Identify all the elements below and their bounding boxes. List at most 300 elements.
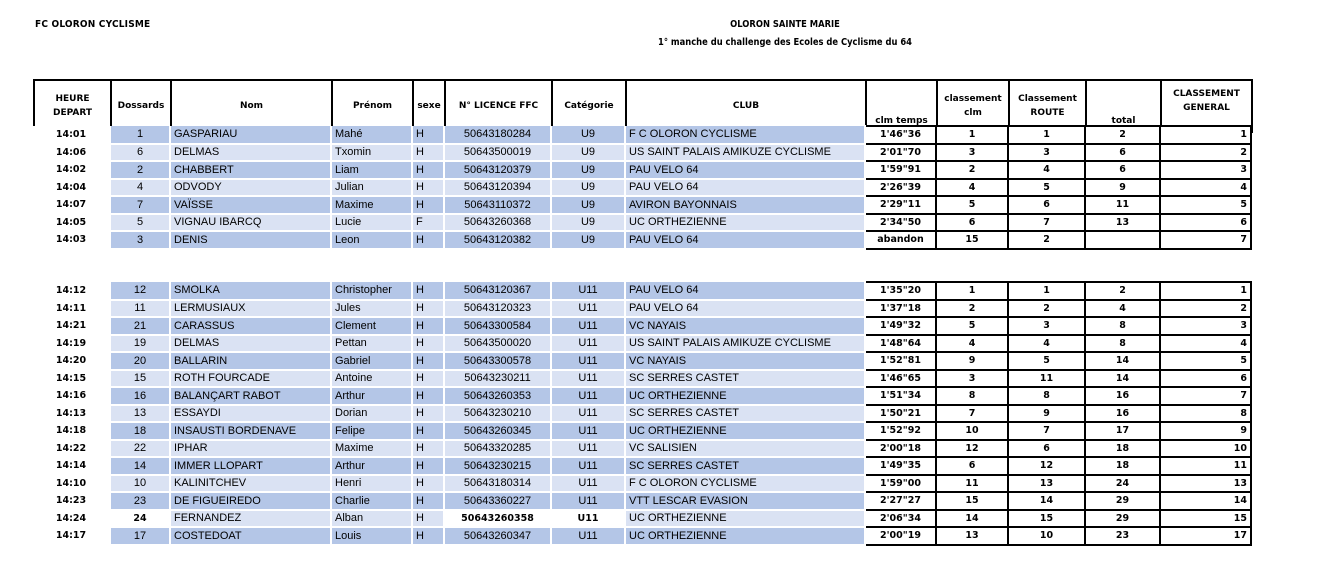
last-name: BALLARIN bbox=[170, 352, 331, 370]
general-rank: 9 bbox=[1160, 422, 1251, 440]
start-time: 14:11 bbox=[33, 300, 110, 318]
clm-time: 2'34"50 bbox=[865, 214, 936, 232]
clm-time: 2'27"27 bbox=[865, 492, 936, 510]
club-title: FC OLORON CYCLISME bbox=[35, 19, 151, 30]
club-name: PAU VELO 64 bbox=[625, 282, 865, 300]
category: U11 bbox=[551, 492, 625, 510]
general-rank: 15 bbox=[1160, 510, 1251, 528]
first-name: Julian bbox=[331, 179, 412, 197]
category: U11 bbox=[551, 440, 625, 458]
club-name: SC SERRES CASTET bbox=[625, 405, 865, 423]
clm-time: 1'46"36 bbox=[865, 126, 936, 144]
total-points: 8 bbox=[1085, 335, 1160, 353]
clm-rank: 3 bbox=[936, 144, 1008, 162]
clm-time: 1'52"92 bbox=[865, 422, 936, 440]
start-time: 14:24 bbox=[33, 510, 110, 528]
last-name: ODVODY bbox=[170, 179, 331, 197]
total-points: 23 bbox=[1085, 527, 1160, 545]
sex: H bbox=[412, 510, 444, 528]
general-rank: 7 bbox=[1160, 387, 1251, 405]
total-points: 6 bbox=[1085, 161, 1160, 179]
first-name: Leon bbox=[331, 231, 412, 249]
bib-number: 13 bbox=[110, 405, 170, 423]
total-points: 2 bbox=[1085, 126, 1160, 144]
first-name: Dorian bbox=[331, 405, 412, 423]
last-name: DENIS bbox=[170, 231, 331, 249]
result-row bbox=[33, 196, 1251, 214]
licence-number: 50643230211 bbox=[444, 370, 551, 388]
bib-number: 1 bbox=[110, 126, 170, 144]
clm-rank: 4 bbox=[936, 335, 1008, 353]
start-time: 14:10 bbox=[33, 475, 110, 493]
club-name: SC SERRES CASTET bbox=[625, 457, 865, 475]
first-name: Jules bbox=[331, 300, 412, 318]
start-time: 14:07 bbox=[33, 196, 110, 214]
result-row bbox=[33, 387, 1251, 405]
club-name: US SAINT PALAIS AMIKUZE CYCLISME bbox=[625, 335, 865, 353]
club-name: PAU VELO 64 bbox=[625, 300, 865, 318]
general-rank: 5 bbox=[1160, 352, 1251, 370]
general-rank: 14 bbox=[1160, 492, 1251, 510]
clm-rank: 1 bbox=[936, 282, 1008, 300]
result-row bbox=[33, 161, 1251, 179]
start-time: 14:14 bbox=[33, 457, 110, 475]
start-time: 14:06 bbox=[33, 144, 110, 162]
sex: F bbox=[412, 214, 444, 232]
club-name: PAU VELO 64 bbox=[625, 161, 865, 179]
first-name: Henri bbox=[331, 475, 412, 493]
clm-time: 1'37"18 bbox=[865, 300, 936, 318]
col-prenom: Prénom bbox=[332, 80, 413, 132]
bib-number: 20 bbox=[110, 352, 170, 370]
club-name: F C OLORON CYCLISME bbox=[625, 126, 865, 144]
sex: H bbox=[412, 527, 444, 545]
licence-number: 50643230210 bbox=[444, 405, 551, 423]
clm-rank: 2 bbox=[936, 161, 1008, 179]
bib-number: 16 bbox=[110, 387, 170, 405]
licence-number: 50643230215 bbox=[444, 457, 551, 475]
sex: H bbox=[412, 161, 444, 179]
route-rank: 13 bbox=[1008, 475, 1085, 493]
start-time: 14:23 bbox=[33, 492, 110, 510]
general-rank: 3 bbox=[1160, 317, 1251, 335]
start-time: 14:18 bbox=[33, 422, 110, 440]
first-name: Lucie bbox=[331, 214, 412, 232]
licence-number: 50643120323 bbox=[444, 300, 551, 318]
start-time: 14:13 bbox=[33, 405, 110, 423]
route-rank: 14 bbox=[1008, 492, 1085, 510]
route-rank: 11 bbox=[1008, 370, 1085, 388]
last-name: VIGNAU IBARCQ bbox=[170, 214, 331, 232]
sex: H bbox=[412, 370, 444, 388]
licence-number: 50643110372 bbox=[444, 196, 551, 214]
clm-rank: 13 bbox=[936, 527, 1008, 545]
clm-rank: 4 bbox=[936, 179, 1008, 197]
category: U11 bbox=[551, 387, 625, 405]
route-rank: 4 bbox=[1008, 335, 1085, 353]
first-name: Felipe bbox=[331, 422, 412, 440]
bib-number: 2 bbox=[110, 161, 170, 179]
result-row bbox=[33, 510, 1251, 528]
start-time: 14:21 bbox=[33, 317, 110, 335]
clm-rank: 5 bbox=[936, 317, 1008, 335]
col-dossards: Dossards bbox=[111, 80, 171, 132]
route-rank: 15 bbox=[1008, 510, 1085, 528]
clm-rank: 15 bbox=[936, 492, 1008, 510]
licence-number: 50643300584 bbox=[444, 317, 551, 335]
clm-time: 1'51"34 bbox=[865, 387, 936, 405]
category: U9 bbox=[551, 126, 625, 144]
bib-number: 5 bbox=[110, 214, 170, 232]
category: U9 bbox=[551, 179, 625, 197]
total-points: 18 bbox=[1085, 457, 1160, 475]
category: U11 bbox=[551, 510, 625, 528]
general-rank: 7 bbox=[1160, 231, 1251, 249]
first-name: Mahé bbox=[331, 126, 412, 144]
route-rank: 3 bbox=[1008, 144, 1085, 162]
clm-rank: 7 bbox=[936, 405, 1008, 423]
result-row bbox=[33, 475, 1251, 493]
last-name: BALANÇART RABOT bbox=[170, 387, 331, 405]
bib-number: 17 bbox=[110, 527, 170, 545]
col-categorie: Catégorie bbox=[552, 80, 626, 132]
last-name: VAÏSSE bbox=[170, 196, 331, 214]
route-rank: 1 bbox=[1008, 126, 1085, 144]
total-points: 29 bbox=[1085, 492, 1160, 510]
result-row bbox=[33, 317, 1251, 335]
club-name: SC SERRES CASTET bbox=[625, 370, 865, 388]
general-rank: 8 bbox=[1160, 405, 1251, 423]
result-row bbox=[33, 370, 1251, 388]
clm-time: 1'49"32 bbox=[865, 317, 936, 335]
col-classement-general: CLASSEMENT GENERAL bbox=[1161, 80, 1252, 132]
sex: H bbox=[412, 387, 444, 405]
result-row bbox=[33, 300, 1251, 318]
sex: H bbox=[412, 196, 444, 214]
first-name: Maxime bbox=[331, 440, 412, 458]
total-points: 13 bbox=[1085, 214, 1160, 232]
route-rank: 5 bbox=[1008, 179, 1085, 197]
bib-number: 12 bbox=[110, 282, 170, 300]
sex: H bbox=[412, 126, 444, 144]
total-points: 18 bbox=[1085, 440, 1160, 458]
club-name: F C OLORON CYCLISME bbox=[625, 475, 865, 493]
route-rank: 5 bbox=[1008, 352, 1085, 370]
first-name: Liam bbox=[331, 161, 412, 179]
category: U11 bbox=[551, 527, 625, 545]
route-rank: 7 bbox=[1008, 422, 1085, 440]
sex: H bbox=[412, 231, 444, 249]
licence-number: 50643120394 bbox=[444, 179, 551, 197]
first-name: Louis bbox=[331, 527, 412, 545]
clm-time: 1'46"65 bbox=[865, 370, 936, 388]
general-rank: 2 bbox=[1160, 300, 1251, 318]
start-time: 14:17 bbox=[33, 527, 110, 545]
general-rank: 2 bbox=[1160, 144, 1251, 162]
results-table-u9 bbox=[33, 125, 1252, 250]
licence-number: 50643120382 bbox=[444, 231, 551, 249]
result-row bbox=[33, 335, 1251, 353]
clm-time: 2'01"70 bbox=[865, 144, 936, 162]
clm-time: 2'26"39 bbox=[865, 179, 936, 197]
sex: H bbox=[412, 335, 444, 353]
club-name: UC ORTHEZIENNE bbox=[625, 214, 865, 232]
club-name: VTT LESCAR EVASION bbox=[625, 492, 865, 510]
category: U11 bbox=[551, 422, 625, 440]
category: U11 bbox=[551, 475, 625, 493]
bib-number: 6 bbox=[110, 144, 170, 162]
licence-number: 50643260345 bbox=[444, 422, 551, 440]
col-classement-clm: classement clm bbox=[937, 80, 1009, 132]
sex: H bbox=[412, 144, 444, 162]
bib-number: 24 bbox=[110, 510, 170, 528]
result-row bbox=[33, 457, 1251, 475]
start-time: 14:15 bbox=[33, 370, 110, 388]
club-name: UC ORTHEZIENNE bbox=[625, 422, 865, 440]
total-points: 16 bbox=[1085, 387, 1160, 405]
bib-number: 7 bbox=[110, 196, 170, 214]
last-name: DE FIGUEIREDO bbox=[170, 492, 331, 510]
licence-number: 50643260368 bbox=[444, 214, 551, 232]
licence-number: 50643120367 bbox=[444, 282, 551, 300]
start-time: 14:04 bbox=[33, 179, 110, 197]
last-name: IPHAR bbox=[170, 440, 331, 458]
general-rank: 5 bbox=[1160, 196, 1251, 214]
total-points: 4 bbox=[1085, 300, 1160, 318]
start-time: 14:22 bbox=[33, 440, 110, 458]
clm-time: 1'49"35 bbox=[865, 457, 936, 475]
result-row bbox=[33, 126, 1251, 144]
general-rank: 3 bbox=[1160, 161, 1251, 179]
first-name: Maxime bbox=[331, 196, 412, 214]
last-name: FERNANDEZ bbox=[170, 510, 331, 528]
licence-number: 50643180284 bbox=[444, 126, 551, 144]
clm-time: abandon bbox=[865, 231, 936, 249]
sex: H bbox=[412, 317, 444, 335]
bib-number: 10 bbox=[110, 475, 170, 493]
sex: H bbox=[412, 422, 444, 440]
start-time: 14:16 bbox=[33, 387, 110, 405]
general-rank: 13 bbox=[1160, 475, 1251, 493]
clm-time: 1'48"64 bbox=[865, 335, 936, 353]
sex: H bbox=[412, 179, 444, 197]
club-name: VC NAYAIS bbox=[625, 317, 865, 335]
first-name: Antoine bbox=[331, 370, 412, 388]
total-points: 29 bbox=[1085, 510, 1160, 528]
total-points: 2 bbox=[1085, 282, 1160, 300]
clm-time: 1'59"91 bbox=[865, 161, 936, 179]
last-name: CHABBERT bbox=[170, 161, 331, 179]
result-row bbox=[33, 144, 1251, 162]
first-name: Gabriel bbox=[331, 352, 412, 370]
result-row bbox=[33, 492, 1251, 510]
col-classement-route: Classement ROUTE bbox=[1009, 80, 1086, 132]
licence-number: 50643500020 bbox=[444, 335, 551, 353]
clm-rank: 3 bbox=[936, 370, 1008, 388]
clm-rank: 1 bbox=[936, 126, 1008, 144]
licence-number: 50643320285 bbox=[444, 440, 551, 458]
clm-rank: 2 bbox=[936, 300, 1008, 318]
first-name: Arthur bbox=[331, 387, 412, 405]
clm-time: 2'00"19 bbox=[865, 527, 936, 545]
last-name: GASPARIAU bbox=[170, 126, 331, 144]
start-time: 14:20 bbox=[33, 352, 110, 370]
start-time: 14:05 bbox=[33, 214, 110, 232]
general-rank: 4 bbox=[1160, 179, 1251, 197]
clm-time: 2'00"18 bbox=[865, 440, 936, 458]
sex: H bbox=[412, 457, 444, 475]
bib-number: 15 bbox=[110, 370, 170, 388]
route-rank: 9 bbox=[1008, 405, 1085, 423]
sex: H bbox=[412, 492, 444, 510]
clm-rank: 14 bbox=[936, 510, 1008, 528]
clm-time: 2'06"34 bbox=[865, 510, 936, 528]
total-points: 14 bbox=[1085, 370, 1160, 388]
clm-time: 2'29"11 bbox=[865, 196, 936, 214]
first-name: Arthur bbox=[331, 457, 412, 475]
col-heure-depart: HEURE DEPART bbox=[34, 80, 111, 132]
general-rank: 1 bbox=[1160, 282, 1251, 300]
total-points bbox=[1085, 231, 1160, 249]
clm-rank: 10 bbox=[936, 422, 1008, 440]
clm-rank: 15 bbox=[936, 231, 1008, 249]
route-rank: 7 bbox=[1008, 214, 1085, 232]
results-table-u11 bbox=[33, 281, 1252, 546]
bib-number: 14 bbox=[110, 457, 170, 475]
start-time: 14:19 bbox=[33, 335, 110, 353]
category: U11 bbox=[551, 370, 625, 388]
last-name: ESSAYDI bbox=[170, 405, 331, 423]
col-nom: Nom bbox=[171, 80, 332, 132]
bib-number: 19 bbox=[110, 335, 170, 353]
clm-rank: 12 bbox=[936, 440, 1008, 458]
licence-number: 50643260358 bbox=[444, 510, 551, 528]
last-name: DELMAS bbox=[170, 335, 331, 353]
route-rank: 1 bbox=[1008, 282, 1085, 300]
licence-number: 50643300578 bbox=[444, 352, 551, 370]
bib-number: 22 bbox=[110, 440, 170, 458]
licence-number: 50643360227 bbox=[444, 492, 551, 510]
clm-rank: 9 bbox=[936, 352, 1008, 370]
total-points: 8 bbox=[1085, 317, 1160, 335]
bib-number: 4 bbox=[110, 179, 170, 197]
general-rank: 17 bbox=[1160, 527, 1251, 545]
clm-time: 1'59"00 bbox=[865, 475, 936, 493]
sex: H bbox=[412, 440, 444, 458]
last-name: LERMUSIAUX bbox=[170, 300, 331, 318]
result-row bbox=[33, 214, 1251, 232]
event-header bbox=[613, 16, 956, 52]
licence-number: 50643260353 bbox=[444, 387, 551, 405]
bib-number: 3 bbox=[110, 231, 170, 249]
location-title: OLORON SAINTE MARIE bbox=[730, 19, 840, 30]
general-rank: 4 bbox=[1160, 335, 1251, 353]
result-row bbox=[33, 527, 1251, 545]
total-points: 16 bbox=[1085, 405, 1160, 423]
route-rank: 8 bbox=[1008, 387, 1085, 405]
route-rank: 2 bbox=[1008, 300, 1085, 318]
category: U11 bbox=[551, 300, 625, 318]
last-name: KALINITCHEV bbox=[170, 475, 331, 493]
route-rank: 12 bbox=[1008, 457, 1085, 475]
clm-time: 1'50"21 bbox=[865, 405, 936, 423]
club-name: US SAINT PALAIS AMIKUZE CYCLISME bbox=[625, 144, 865, 162]
clm-time: 1'35"20 bbox=[865, 282, 936, 300]
first-name: Christopher bbox=[331, 282, 412, 300]
licence-number: 50643500019 bbox=[444, 144, 551, 162]
general-rank: 1 bbox=[1160, 126, 1251, 144]
club-name: UC ORTHEZIENNE bbox=[625, 510, 865, 528]
route-rank: 6 bbox=[1008, 196, 1085, 214]
col-club: CLUB bbox=[626, 80, 866, 132]
category: U11 bbox=[551, 282, 625, 300]
category: U9 bbox=[551, 214, 625, 232]
first-name: Pettan bbox=[331, 335, 412, 353]
route-rank: 3 bbox=[1008, 317, 1085, 335]
col-clm-temps: clm temps bbox=[866, 80, 937, 132]
licence-number: 50643260347 bbox=[444, 527, 551, 545]
start-time: 14:01 bbox=[33, 126, 110, 144]
club-name: UC ORTHEZIENNE bbox=[625, 527, 865, 545]
last-name: IMMER LLOPART bbox=[170, 457, 331, 475]
first-name: Clement bbox=[331, 317, 412, 335]
col-sexe: sexe bbox=[413, 80, 445, 132]
result-row bbox=[33, 352, 1251, 370]
total-points: 11 bbox=[1085, 196, 1160, 214]
club-name: VC SALISIEN bbox=[625, 440, 865, 458]
bib-number: 11 bbox=[110, 300, 170, 318]
general-rank: 10 bbox=[1160, 440, 1251, 458]
sex: H bbox=[412, 282, 444, 300]
category: U11 bbox=[551, 335, 625, 353]
total-points: 14 bbox=[1085, 352, 1160, 370]
club-name: UC ORTHEZIENNE bbox=[625, 387, 865, 405]
licence-number: 50643120379 bbox=[444, 161, 551, 179]
start-time: 14:03 bbox=[33, 231, 110, 249]
clm-rank: 11 bbox=[936, 475, 1008, 493]
sex: H bbox=[412, 352, 444, 370]
bib-number: 23 bbox=[110, 492, 170, 510]
category: U9 bbox=[551, 161, 625, 179]
first-name: Charlie bbox=[331, 492, 412, 510]
club-name: PAU VELO 64 bbox=[625, 231, 865, 249]
result-row bbox=[33, 282, 1251, 300]
total-points: 24 bbox=[1085, 475, 1160, 493]
route-rank: 2 bbox=[1008, 231, 1085, 249]
col-total: total bbox=[1086, 80, 1161, 132]
bib-number: 21 bbox=[110, 317, 170, 335]
category: U11 bbox=[551, 317, 625, 335]
category: U9 bbox=[551, 196, 625, 214]
total-points: 17 bbox=[1085, 422, 1160, 440]
category: U11 bbox=[551, 352, 625, 370]
general-rank: 6 bbox=[1160, 370, 1251, 388]
last-name: DELMAS bbox=[170, 144, 331, 162]
result-row bbox=[33, 231, 1251, 249]
sex: H bbox=[412, 300, 444, 318]
clm-time: 1'52"81 bbox=[865, 352, 936, 370]
bib-number: 18 bbox=[110, 422, 170, 440]
general-rank: 11 bbox=[1160, 457, 1251, 475]
clm-rank: 5 bbox=[936, 196, 1008, 214]
last-name: CARASSUS bbox=[170, 317, 331, 335]
clm-rank: 6 bbox=[936, 214, 1008, 232]
event-title: 1° manche du challenge des Ecoles de Cyclisme du 64 bbox=[658, 37, 912, 48]
result-row bbox=[33, 405, 1251, 423]
first-name: Txomin bbox=[331, 144, 412, 162]
sex: H bbox=[412, 475, 444, 493]
category: U11 bbox=[551, 405, 625, 423]
